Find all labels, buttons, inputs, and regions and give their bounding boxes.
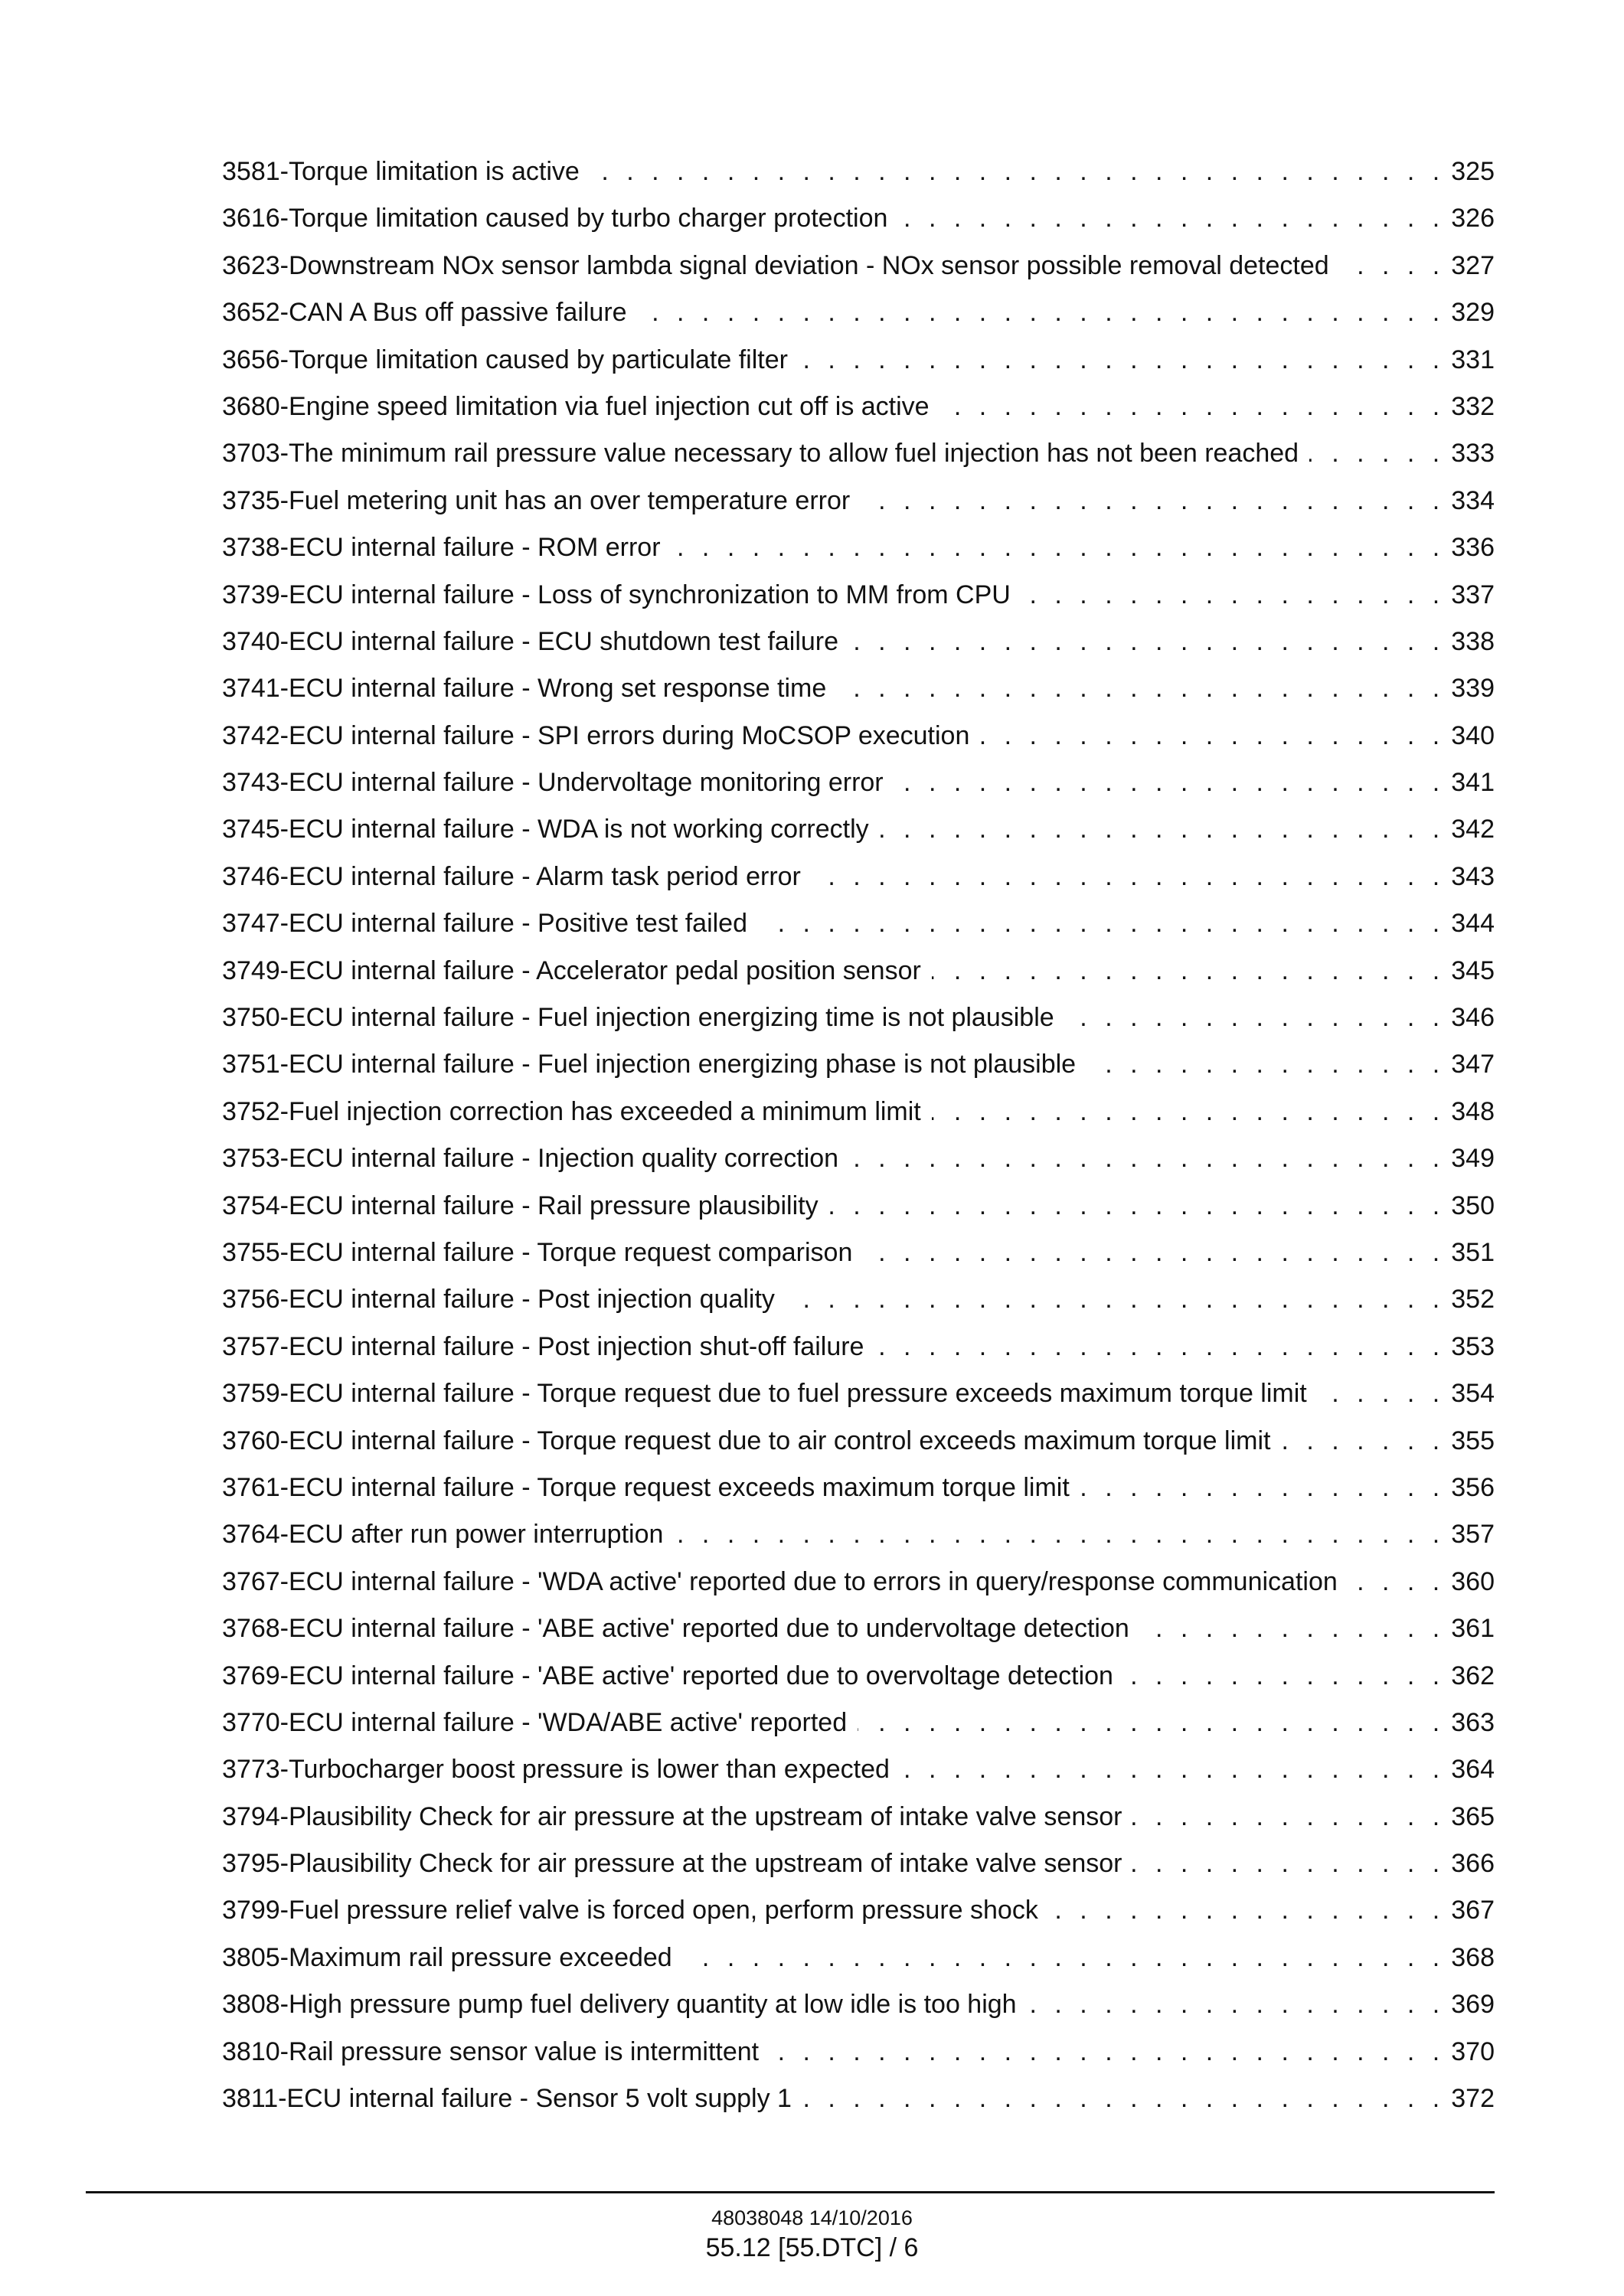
toc-entry[interactable] [222,1135,1495,1182]
toc-entry-page-number: 326 [1451,204,1495,234]
toc-entry-page-number: 325 [1451,157,1495,186]
toc-entry-title: 3747-ECU internal failure - Positive test failed [222,909,747,939]
toc-entry[interactable] [222,665,1495,712]
toc-dot-leader [1065,994,1446,1041]
toc-dot-leader [786,1276,1445,1323]
toc-entry-page-number: 329 [1451,298,1495,328]
toc-entry-page-number: 350 [1451,1190,1495,1220]
toc-entry-title: 3749-ECU internal failure - Accelerator pedal position sensor [222,955,921,985]
toc-entry-page-number: 337 [1451,580,1495,609]
toc-entry[interactable] [222,524,1495,571]
toc-entry-title: 3616-Torque limitation caused by turbo charger protection [222,204,888,234]
table-of-contents [222,149,1495,2122]
toc-entry-title: 3740-ECU internal failure - ECU shutdown test failure [222,626,839,656]
toc-dot-leader [980,713,1445,759]
toc-entry-page-number: 352 [1451,1285,1495,1315]
toc-entry[interactable] [222,149,1495,195]
toc-entry-title: 3680-Engine speed limitation via fuel injection cut off is active [222,391,930,421]
toc-entry-title: 3746-ECU internal failure - Alarm task period error [222,861,801,891]
toc-entry-title: 3757-ECU internal failure - Post injection shut-off failure [222,1331,864,1361]
toc-entry-title: 3739-ECU internal failure - Loss of synchronization to MM from CPU [222,580,1011,609]
toc-entry[interactable] [222,1605,1495,1652]
toc-entry-title: 3808-High pressure pump fuel delivery quantity at low idle is too high [222,1990,1017,2020]
toc-entry-title: 3799-Fuel pressure relief valve is forced open, perform pressure shock [222,1896,1038,1925]
toc-entry-page-number: 366 [1451,1849,1495,1879]
toc-dot-leader [900,1746,1445,1793]
toc-entry-title: 3581-Torque limitation is active [222,157,580,186]
toc-entry-page-number: 362 [1451,1661,1495,1690]
toc-entry-page-number: 340 [1451,720,1495,750]
toc-entry[interactable] [222,619,1495,665]
toc-dot-leader [758,900,1445,947]
toc-dot-leader [837,665,1445,712]
toc-entry-page-number: 369 [1451,1990,1495,2020]
toc-entry[interactable] [222,1981,1495,2028]
toc-entry-page-number: 361 [1451,1614,1495,1644]
toc-dot-leader [829,1183,1446,1230]
footer-page-number: 55.12 [55.DTC] / 6 [705,2233,919,2262]
toc-dot-leader [863,1230,1445,1276]
toc-entry-page-number: 347 [1451,1050,1495,1079]
toc-entry-title: 3761-ECU internal failure - Torque request exceeds maximum torque limit [222,1472,1070,1502]
toc-entry[interactable] [222,2029,1495,2076]
toc-entry[interactable] [222,854,1495,900]
toc-entry-title: 3795-Plausibility Check for air pressure at the upstream of intake valve sensor [222,1849,1122,1879]
toc-entry-title: 3754-ECU internal failure - Rail pressure plausibility [222,1190,819,1220]
toc-entry[interactable] [222,1746,1495,1793]
toc-dot-leader [1021,572,1445,619]
toc-dot-leader [812,854,1445,900]
toc-dot-leader [849,619,1445,665]
toc-dot-leader [683,1935,1446,1981]
toc-entry-page-number: 346 [1451,1003,1495,1033]
toc-entry-page-number: 339 [1451,674,1495,704]
toc-dot-leader [861,478,1445,524]
toc-entry-title: 3811-ECU internal failure - Sensor 5 volt supply 1 [222,2084,792,2114]
toc-entry-title: 3770-ECU internal failure - 'WDA/ABE active' reported [222,1707,848,1737]
toc-entry-title: 3756-ECU internal failure - Post injection quality [222,1285,775,1315]
toc-entry[interactable] [222,1559,1495,1605]
toc-entry-title: 3735-Fuel metering unit has an over temperature error [222,485,851,515]
toc-entry-title: 3768-ECU internal failure - 'ABE active' reported due to undervoltage detection [222,1614,1129,1644]
toc-entry-page-number: 353 [1451,1331,1495,1361]
toc-entry[interactable] [222,1089,1495,1135]
toc-entry-title: 3743-ECU internal failure - Undervoltage monitoring error [222,768,884,798]
toc-entry[interactable] [222,572,1495,619]
toc-entry-page-number: 367 [1451,1896,1495,1925]
toc-entry[interactable] [222,1276,1495,1323]
toc-entry[interactable] [222,1653,1495,1700]
toc-dot-leader [1080,1465,1446,1511]
toc-entry[interactable] [222,1324,1495,1370]
toc-entry-page-number: 341 [1451,768,1495,798]
toc-entry[interactable] [222,1840,1495,1887]
toc-entry-title: 3738-ECU internal failure - ROM error [222,533,661,563]
toc-dot-leader [880,806,1446,853]
toc-entry-title: 3742-ECU internal failure - SPI errors during MoCSOP execution [222,720,970,750]
toc-entry-title: 3755-ECU internal failure - Torque request comparison [222,1237,853,1267]
toc-entry-page-number: 336 [1451,533,1495,563]
toc-dot-leader [1348,1559,1445,1605]
toc-entry-page-number: 344 [1451,909,1495,939]
toc-dot-leader [799,337,1445,384]
toc-entry[interactable] [222,1935,1495,1981]
toc-dot-leader [932,948,1445,994]
toc-entry[interactable] [222,478,1495,524]
toc-dot-leader [1132,1840,1445,1887]
toc-dot-leader [1086,1041,1445,1088]
toc-entry[interactable] [222,1700,1495,1746]
toc-dot-leader [671,524,1446,571]
toc-dot-leader [1340,243,1446,289]
toc-entry-title: 3750-ECU internal failure - Fuel injection energizing time is not plausible [222,1003,1054,1033]
toc-entry-page-number: 334 [1451,485,1495,515]
toc-entry-title: 3764-ECU after run power interruption [222,1520,664,1550]
toc-entry-page-number: 360 [1451,1566,1495,1596]
toc-dot-leader [770,2029,1445,2076]
toc-entry-page-number: 348 [1451,1096,1495,1126]
toc-entry-title: 3741-ECU internal failure - Wrong set response time [222,674,827,704]
toc-entry[interactable] [222,2076,1495,2122]
toc-entry-page-number: 354 [1451,1379,1495,1409]
toc-entry-page-number: 370 [1451,2036,1495,2066]
toc-entry-page-number: 349 [1451,1144,1495,1174]
toc-entry[interactable] [222,1183,1495,1230]
toc-entry-page-number: 331 [1451,345,1495,374]
toc-entry[interactable] [222,900,1495,947]
toc-entry-title: 3760-ECU internal failure - Torque request due to air control exceeds maximum torque limit [222,1426,1271,1455]
toc-dot-leader [802,2076,1445,2122]
toc-entry[interactable] [222,243,1495,289]
toc-entry-page-number: 372 [1451,2084,1495,2114]
toc-entry[interactable] [222,1511,1495,1558]
toc-dot-leader [849,1135,1445,1182]
toc-entry-page-number: 356 [1451,1472,1495,1502]
toc-entry-title: 3773-Turbocharger boost pressure is lower than expected [222,1755,890,1785]
toc-entry-title: 3805-Maximum rail pressure exceeded [222,1942,672,1972]
toc-entry[interactable] [222,1230,1495,1276]
toc-entry-title: 3656-Torque limitation caused by particulate filter [222,345,788,374]
toc-entry[interactable] [222,713,1495,759]
toc-dot-leader [638,289,1446,336]
toc-dot-leader [898,195,1445,242]
toc-entry-page-number: 338 [1451,626,1495,656]
toc-entry-page-number: 368 [1451,1942,1495,1972]
toc-entry[interactable] [222,1887,1495,1934]
toc-dot-leader [894,759,1446,806]
toc-entry-page-number: 365 [1451,1801,1495,1831]
toc-entry[interactable] [222,948,1495,994]
toc-dot-leader [1049,1887,1445,1934]
toc-entry-title: 3767-ECU internal failure - 'WDA active' reported due to errors in query/response communication [222,1566,1338,1596]
toc-dot-leader [940,384,1446,430]
footer-document-reference: 48038048 14/10/2016 [711,2206,913,2229]
toc-dot-leader [1140,1605,1445,1652]
toc-entry-page-number: 342 [1451,815,1495,844]
toc-entry-title: 3623-Downstream NOx sensor lambda signal deviation - NOx sensor possible removal detected [222,250,1329,280]
toc-dot-leader [1124,1653,1445,1700]
toc-entry-page-number: 351 [1451,1237,1495,1267]
toc-entry[interactable] [222,1370,1495,1417]
toc-dot-leader [1318,1370,1446,1417]
toc-entry-title: 3769-ECU internal failure - 'ABE active' reported due to overvoltage detection [222,1661,1113,1690]
toc-entry[interactable] [222,994,1495,1041]
toc-dot-leader [674,1511,1445,1558]
toc-entry[interactable] [222,430,1495,477]
toc-entry-title: 3752-Fuel injection correction has exceeded a minimum limit [222,1096,921,1126]
toc-entry[interactable] [222,1794,1495,1840]
toc-entry[interactable] [222,195,1495,242]
toc-entry-page-number: 343 [1451,861,1495,891]
toc-entry[interactable] [222,759,1495,806]
toc-entry-title: 3753-ECU internal failure - Injection quality correction [222,1144,839,1174]
toc-entry-page-number: 363 [1451,1707,1495,1737]
toc-entry-page-number: 355 [1451,1426,1495,1455]
toc-entry-page-number: 327 [1451,250,1495,280]
toc-entry-page-number: 364 [1451,1755,1495,1785]
toc-dot-leader [1309,430,1445,477]
toc-entry-title: 3745-ECU internal failure - WDA is not working correctly [222,815,869,844]
toc-dot-leader [1132,1794,1445,1840]
toc-entry-title: 3794-Plausibility Check for air pressure at the upstream of intake valve sensor [222,1801,1122,1831]
toc-entry-title: 3703-The minimum rail pressure value necessary to allow fuel injection has not been reached [222,439,1299,469]
toc-entry[interactable] [222,1465,1495,1511]
toc-dot-leader [1281,1418,1445,1465]
toc-entry[interactable] [222,289,1495,336]
toc-entry[interactable] [222,1418,1495,1465]
toc-dot-leader [1028,1981,1446,2028]
toc-dot-leader [590,149,1445,195]
toc-entry-title: 3759-ECU internal failure - Torque request due to fuel pressure exceeds maximum torque limit [222,1379,1307,1409]
toc-entry-page-number: 357 [1451,1520,1495,1550]
toc-dot-leader [874,1324,1445,1370]
toc-entry-page-number: 345 [1451,955,1495,985]
toc-entry-page-number: 332 [1451,391,1495,421]
toc-dot-leader [932,1089,1446,1135]
footer-divider [86,2191,1495,2193]
toc-entry-page-number: 333 [1451,439,1495,469]
toc-entry[interactable] [222,1041,1495,1088]
toc-entry[interactable] [222,384,1495,430]
toc-entry-title: 3810-Rail pressure sensor value is intermittent [222,2036,760,2066]
toc-entry-title: 3751-ECU internal failure - Fuel injection energizing phase is not plausible [222,1050,1077,1079]
toc-dot-leader [858,1700,1445,1746]
toc-entry-title: 3652-CAN A Bus off passive failure [222,298,627,328]
toc-entry[interactable] [222,337,1495,384]
toc-entry[interactable] [222,806,1495,853]
